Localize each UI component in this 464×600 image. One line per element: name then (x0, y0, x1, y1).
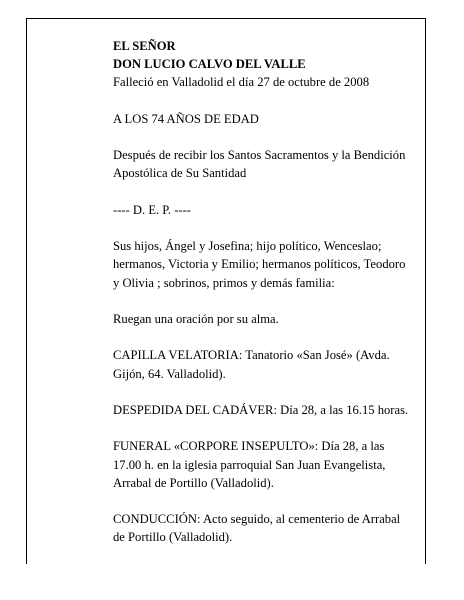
sacraments-paragraph: Después de recibir los Santos Sacramentos y la Bendición Apostólica de Su Santidad (113, 148, 406, 181)
family-paragraph: Sus hijos, Ángel y Josefina; hijo político, Wenceslao; hermanos, Victoria y Emilio; hermanos políticos, Teodoro y Olivia ; sobrinos, primos y demás familia: (113, 239, 406, 290)
funeral-paragraph (113, 437, 413, 492)
prayer-line: Ruegan una oración por su alma. (113, 311, 279, 326)
conduccion-label: CONDUCCIÓN: (113, 512, 201, 527)
despedida-text: Día 28, a las 16.15 horas. (280, 402, 409, 417)
dep-line: ---- D. E. P. ---- (113, 202, 191, 217)
capilla-text: Tanatorio «San José» (Avda. Gijón, 64. Valladolid). (113, 348, 390, 381)
age-line: A LOS 74 AÑOS DE EDAD (113, 111, 259, 126)
capilla-paragraph (113, 346, 413, 382)
title-line-1: EL SEÑOR (113, 39, 176, 53)
despedida-label: DESPEDIDA DEL CADÁVER: (113, 402, 277, 417)
obituary-notice (113, 37, 413, 565)
death-line: Falleció en Valladolid el día 27 de octubre de 2008 (113, 75, 370, 90)
despedida-paragraph (113, 401, 413, 419)
funeral-label: FUNERAL «CORPORE INSEPULTO»: (113, 439, 319, 454)
deceased-header (113, 37, 413, 92)
conduccion-text: Acto seguido, al cementerio de Arrabal de Portillo (Valladolid). (113, 512, 401, 545)
title-line-2: DON LUCIO CALVO DEL VALLE (113, 57, 306, 72)
funeral-text: Día 28, a las 17.00 h. en la iglesia parroquial San Juan Evangelista, Arrabal de Portillo (Valladolid). (113, 439, 386, 490)
conduccion-paragraph (113, 510, 413, 546)
capilla-label: CAPILLA VELATORIA: (113, 348, 243, 363)
